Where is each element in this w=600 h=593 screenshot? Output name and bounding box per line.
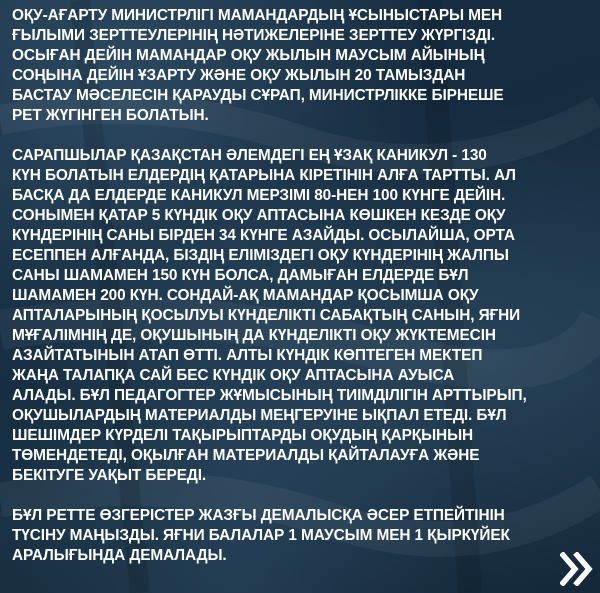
double-chevron-right-icon[interactable] (560, 552, 594, 586)
paragraph-3: БҰЛ РЕТТЕ ӨЗГЕРІСТЕР ЖАЗҒЫ ДЕМАЛЫСҚА ӘСЕР ЕТПЕЙТІНІН ТҮСІНУ МАҢЫЗДЫ. ЯҒНИ БАЛАЛАР 1 МАУСЫМ МЕН 1 ҚЫРКҮЙЕК АРАЛЫҒЫНДА ДЕМАЛАДЫ. (12, 507, 510, 564)
article-body (12, 6, 592, 566)
paragraph-2: САРАПШЫЛАР ҚАЗАҚСТАН ӘЛЕМДЕГІ ЕҢ ҰЗАҚ КАНИКУЛ - 130 КҮН БОЛАТЫН ЕЛДЕРДІҢ ҚАТАРЫНА КІРЕТІНІН АЛҒА ТАРТТЫ. АЛ БАСҚА ДА ЕЛДЕРДЕ КАНИКУЛ МЕРЗІМІ 80-НЕН 100 КҮНГЕ ДЕЙІН. СОНЫМЕН ҚАТАР 5 КҮНДІК ОҚУ АПТАСЫНА КӨШКЕН КЕЗДЕ ОҚУ КҮНДЕРІНІҢ САНЫ БІРДЕН 34 КҮНГЕ АЗАЙДЫ. ОСЫЛАЙША, ОРТА ЕСЕППЕН АЛҒАНДА, БІЗДІҢ ЕЛІМІЗДЕГІ ОҚУ КҮНДЕРІНІҢ ЖАЛПЫ САНЫ ШАМАМЕН 150 КҮН БОЛСА, ДАМЫҒАН ЕЛДЕРДЕ БҰЛ ШАМАМЕН 200 КҮН. СОНДАЙ-АҚ МАМАНДАР ҚОСЫМША ОҚУ АПТАЛАРЫНЫҢ ҚОСЫЛУЫ КҮНДЕЛІКТІ САБАҚТЫҢ САНЫН, ЯҒНИ МҰҒАЛІМНІҢ ДЕ, ОҚУШЫНЫҢ ДА КҮНДЕЛІКТІ ОҚУ ЖҮКТЕМЕСІН АЗАЙТАТЫНЫН АТАП ӨТТІ. АЛТЫ КҮНДІК КӨПТЕГЕН МЕКТЕП ЖАҢА ТАЛАПҚА САЙ БЕС КҮНДІК ОҚУ АПТАСЫНА АУЫСА АЛАДЫ. БҰЛ ПЕДАГОГТЕР ЖҰМЫСЫНЫҢ ТИІМДІЛІГІН АРТТЫРЫП, ОҚУШЫЛАРДЫҢ МАТЕРИАЛДЫ МЕҢГЕРУІНЕ ЫҚПАЛ ЕТЕДІ. БҰЛ ШЕШІМДЕР КҮРДЕЛІ ТАҚЫРЫПТАРДЫ ОҚУДЫҢ ҚАРҚЫНЫН ТӨМЕНДЕТЕДІ, ОҚЫЛҒАН МАТЕРИАЛДЫ ҚАЙТАЛАУҒА ЖӘНЕ БЕКІТУГЕ УАҚЫТ БЕРЕДІ. (12, 147, 527, 484)
paragraph-1: ОҚУ-АҒАРТУ МИНИСТРЛІГІ МАМАНДАРДЫҢ ҰСЫНЫСТАРЫ МЕН ҒЫЛЫМИ ЗЕРТТЕУЛЕРІНІҢ НӘТИЖЕЛЕРІНЕ ЗЕРТТЕУ ЖҮРГІЗДІ. ОСЫҒАН ДЕЙІН МАМАНДАР ОҚУ ЖЫЛЫН МАУСЫМ АЙЫНЫҢ СОҢЫНА ДЕЙІН ҰЗАРТУ ЖӘНЕ ОҚУ ЖЫЛЫН 20 ТАМЫЗДАН БАСТАУ МӘСЕЛЕСІН ҚАРАУДЫ СҰРАП, МИНИСТРЛІККЕ БІРНЕШЕ РЕТ ЖҮГІНГЕН БОЛАТЫН. (12, 7, 504, 124)
